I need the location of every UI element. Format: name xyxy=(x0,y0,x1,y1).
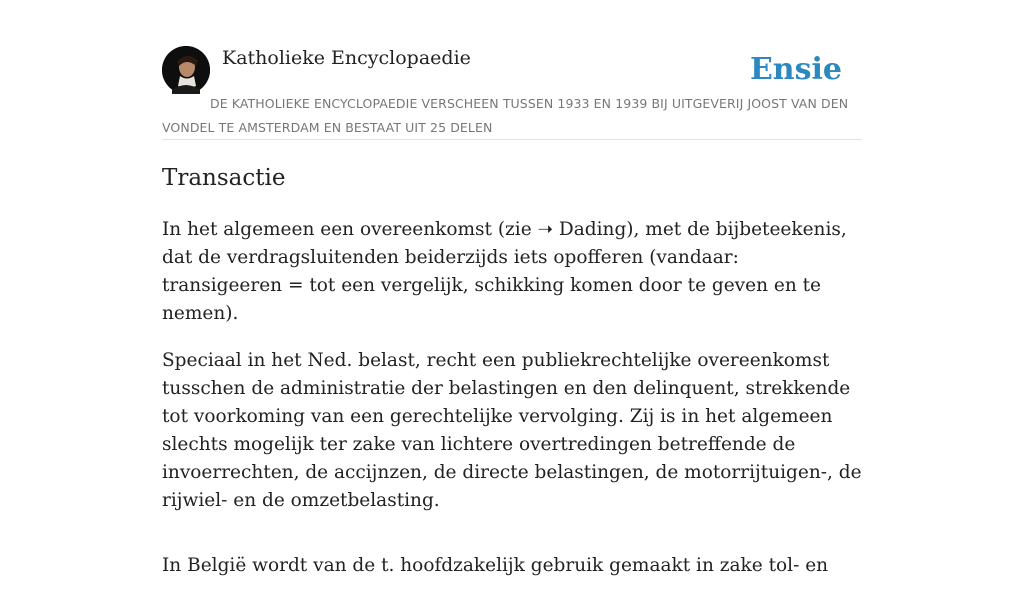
ensie-logo[interactable]: Ensie xyxy=(749,52,842,87)
article-paragraph: In België wordt van de t. hoofdzakelijk gebruik gemaakt in zake tol- en xyxy=(162,555,829,576)
article-paragraph: Speciaal in het Ned. belast, recht een publiekrechtelijke overeenkomst tusschen de administratie der belastingen en den delinquent, strekkende tot voorkoming van een gerechtelijke vervolging. Zij is in het algemeen slechts mogelijk ter zake van lichtere overtredingen betreffende de invoerrechten, de accijnzen, de directe belastingen, de motorrijtuigen-, de rijwiel- en de omzetbelasting. xyxy=(162,350,862,511)
article-paragraph: In het algemeen een overeenkomst (zie ➝ Dading), met de bijbeteekenis, dat de verdragsluitenden beiderzijds iets opofferen (vandaar: transigeeren = tot een vergelijk, schikking komen door te geven en te nemen). xyxy=(162,219,847,324)
publication-name[interactable]: Katholieke Encyclopaedie xyxy=(222,47,471,69)
header-divider xyxy=(162,139,862,140)
article-body xyxy=(162,216,862,599)
article-title: Transactie xyxy=(162,165,286,191)
publication-description: DE KATHOLIEKE ENCYCLOPAEDIE VERSCHEEN TUSSEN 1933 EN 1939 BIJ UITGEVERIJ JOOST VAN DEN VONDEL TE AMSTERDAM EN BESTAAT UIT 25 DELEN xyxy=(162,96,849,135)
portrait-avatar-icon[interactable] xyxy=(162,46,210,94)
